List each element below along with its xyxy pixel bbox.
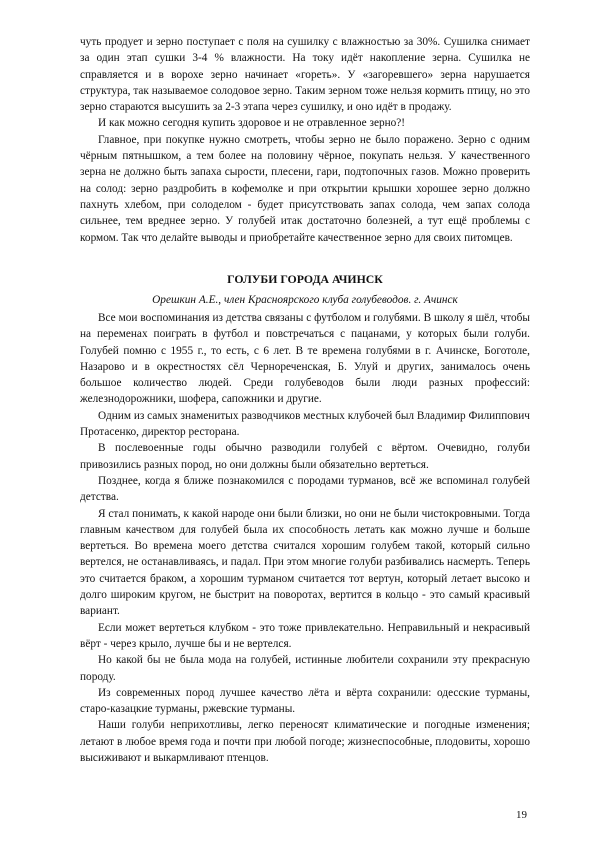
- paragraph: Но какой бы не была мода на голубей, истинные любители сохранили эту прекрасную породу.: [80, 654, 530, 683]
- page-number: 19: [516, 809, 527, 821]
- paragraph: И как можно сегодня купить здоровое и не отравленное зерно?!: [98, 117, 406, 130]
- article-author: Орешкин А.Е., член Красноярского клуба голубеводов. г. Ачинск: [152, 294, 458, 306]
- article-title: ГОЛУБИ ГОРОДА АЧИНСК: [227, 272, 383, 286]
- paragraph: Все мои воспоминания из детства связаны с футболом и голубями. В школу я шёл, чтобы на переменах поиграть в футбол и повстречаться с пацанами, у которых были голуби. Голубей помню с 1955 г., то есть, с 6 лет. В те времена голубями в г. Ачинске, Боготоле, Назарово и в окрестностях сёл Чернореченская, Б. Улуй и других, занималось очень большое количество людей. Среди голубеводов были люди разных профессий: железнодорожники, шофера, сапожники и другие.: [80, 312, 530, 406]
- paragraph: Главное, при покупке нужно смотреть, чтобы зерно не было поражено. Зерно с одним чёрным пятнышком, а тем более на половину чёрное, покупать нельзя. У качественного зерна не должно быть запаха сырости, плесени, гари, подтопочных газов. Можно проверить на солод: зерно раздробить в кофемолке и при открытии крышки хорошее зерно должно пахнуть хлебом, при солоделом - будет присутствовать запах солода, чем запах солода сильнее, тем вреднее зерно. У голубей итак достаточно болезней, а тут ещё проблемы с кормом. Так что делайте выводы и приобретайте качественное зерно для своих питомцев.: [80, 133, 530, 244]
- paragraph: Одним из самых знаменитых разводчиков местных клубочей был Владимир Филиппович Протасенко, директор ресторана.: [80, 409, 530, 439]
- paragraph: Из современных пород лучшее качество лёта и вёрта сохранили: одесские турманы, старо-казацкие турманы, ржевские турманы.: [80, 686, 530, 716]
- article-section: [80, 271, 530, 766]
- paragraph: В послевоенные годы обычно разводили голубей с вёртом. Очевидно, голуби привозились разных пород, но они должны были обязательно вертеться.: [80, 442, 530, 471]
- paragraph: чуть продует и зерно поступает с поля на сушилку с влажностью за 30%. Сушилка снимает за один этап сушки 3-4 % влажности. На току идёт накопление зерна. Сушилка не справляется и в ворохе зерно начинает «гореть». У «загоревшего» зерна нарушается структура, так называемое солодовое зерно. Таким зерном тоже нельзя кормить птицу, но это зерно стараются высушить за 2-3 этапа через сушилку, и оно идёт в продажу.: [80, 36, 530, 114]
- paragraph: Позднее, когда я ближе познакомился с породами турманов, всё же вспоминал голубей детства.: [80, 474, 530, 504]
- top-text-block: [80, 34, 530, 246]
- paragraph: Если может вертеться клубком - это тоже привлекательно. Неправильный и некрасивый вёрт - через крыло, лучше бы и не вертелся.: [80, 621, 530, 650]
- paragraph: Наши голуби неприхотливы, легко переносят климатические и погодные изменения; летают в любое время года и почти при любой погоде; жизнеспособные, плодовиты, хорошо высиживают и выкармливают птенцов.: [80, 719, 530, 765]
- paragraph: Я стал понимать, к какой народе они были близки, но они не были чистокровными. Тогда главным качеством для голубей была их способность летать как можно лучше и больше вертеться. Во времена моего детства считался хорошим голубем такой, который сильно вертелся, не останавливаясь, и падал. При этом многие голуби разбивались насмерть. Теперь это считается браком, а хорошим турманом считается тот вертун, который летает высоко и долго широким кругом, не быстрит на поворотах, вертится в кольцо - это самый красивый вариант.: [80, 507, 530, 618]
